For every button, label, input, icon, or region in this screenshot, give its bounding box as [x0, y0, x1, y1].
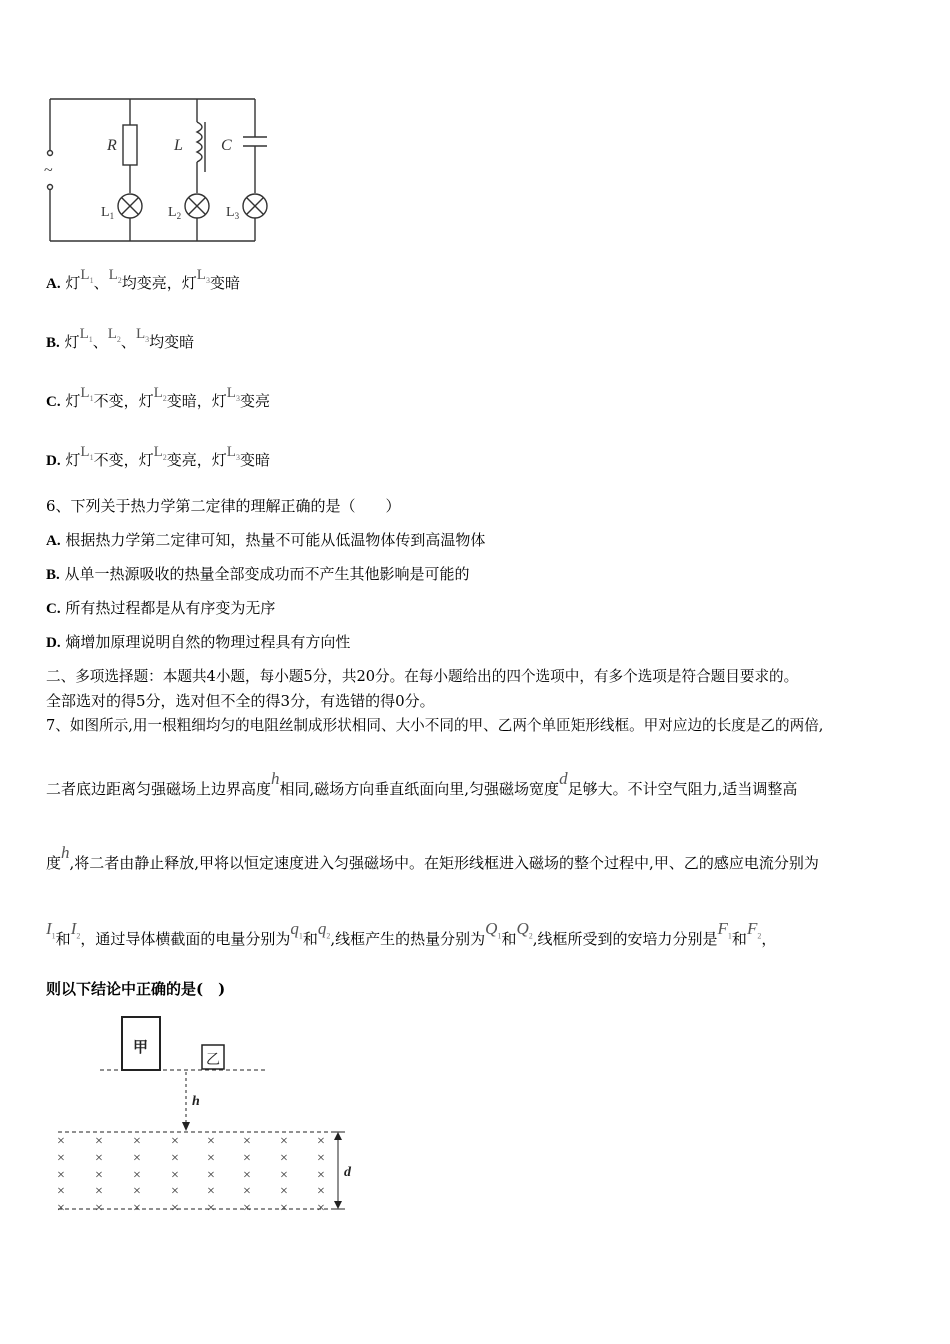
section2-line2: 全部选对的得5分，选对但不全的得3分，有选错的得0分。: [46, 692, 435, 710]
q7-line3: 度h,将二者由静止释放,甲将以恒定速度进入匀强磁场中。在矩形线框进入磁场的整个过程中,甲、乙的感应电流分别为: [46, 843, 819, 872]
q7-line1: 7、如图所示,用一根粗细均匀的电阻丝制成形状相同、大小不同的甲、乙两个单匝矩形线框。甲对应边的长度是乙的两倍,: [46, 717, 824, 734]
field-mark: ×: [207, 1168, 215, 1183]
ac-source-symbol: ~: [44, 162, 53, 179]
field-mark: ×: [57, 1168, 65, 1183]
circuit-diagram: [40, 92, 280, 248]
resistor-label: R: [107, 137, 117, 154]
q6-option-b[interactable]: B. 从单一热源吸收的热量全部变成功而不产生其他影响是可能的: [46, 565, 470, 583]
field-mark: ×: [57, 1151, 65, 1166]
field-mark: ×: [171, 1151, 179, 1166]
q6-option-a[interactable]: A. 根据热力学第二定律可知，热量不可能从低温物体传到高温物体: [46, 531, 486, 549]
field-mark: ×: [57, 1184, 65, 1199]
field-mark: ×: [280, 1134, 288, 1149]
field-mark: ×: [133, 1168, 141, 1183]
field-mark: ×: [317, 1151, 325, 1166]
field-mark: ×: [207, 1151, 215, 1166]
field-mark: ×: [95, 1151, 103, 1166]
field-mark: ×: [95, 1134, 103, 1149]
q5-option-b[interactable]: B. 灯$L_1$、$L_2$、$L_3$均变暗: [46, 326, 195, 351]
q7-line5: 则以下结论中正确的是( ): [46, 980, 226, 998]
width-d-label: d: [344, 1165, 351, 1180]
field-mark: ×: [95, 1168, 103, 1183]
field-mark: ×: [171, 1134, 179, 1149]
frame-jia-label: 甲: [133, 1040, 149, 1056]
field-mark: ×: [95, 1201, 103, 1216]
symbol-h-2: h: [61, 843, 70, 862]
field-mark: ×: [280, 1168, 288, 1183]
field-mark: ×: [317, 1168, 325, 1183]
field-marks: [57, 1134, 325, 1216]
field-mark: ×: [95, 1184, 103, 1199]
field-mark: ×: [171, 1168, 179, 1183]
field-mark: ×: [243, 1134, 251, 1149]
field-mark: ×: [243, 1151, 251, 1166]
capacitor-label: C: [221, 137, 232, 154]
field-mark: ×: [57, 1134, 65, 1149]
inductor-label: L: [174, 137, 183, 154]
field-mark: ×: [280, 1151, 288, 1166]
field-mark: ×: [133, 1134, 141, 1149]
q6-option-d[interactable]: D. 熵增加原理说明自然的物理过程具有方向性: [46, 633, 351, 651]
field-mark: ×: [207, 1201, 215, 1216]
lamp2-label: L: [168, 205, 177, 220]
field-mark: ×: [133, 1151, 141, 1166]
svg-text:L1: [101, 205, 114, 221]
field-mark: ×: [207, 1184, 215, 1199]
lamp1-sub: 1: [109, 211, 115, 221]
q7-line4: $I_1$和$I_2$，通过导体横截面的电量分别为$q_1$和$q_2$,线框产生的热量分别为$Q_1$和$Q_2$,线框所受到的安培力分别是$F_1$和$F_2$，: [46, 919, 777, 948]
section2-line1: 二、多项选择题：本题共4小题，每小题5分，共20分。在每小题给出的四个选项中，有多个选项是符合题目要求的。: [46, 668, 799, 685]
height-h-label: h: [192, 1094, 200, 1109]
field-mark: ×: [317, 1201, 325, 1216]
svg-text:L3: [226, 205, 240, 221]
q6-stem: 6、下列关于热力学第二定律的理解正确的是（ ）: [46, 497, 401, 515]
field-mark: ×: [133, 1184, 141, 1199]
q5-option-d[interactable]: D. 灯$L_1$不变，灯$L_2$变亮，灯$L_3$变暗: [46, 444, 270, 469]
q5-option-c[interactable]: C. 灯$L_1$不变，灯$L_2$变暗，灯$L_3$变亮: [46, 385, 270, 410]
q5-option-a[interactable]: A. 灯$L_1$、$L_2$均变亮，灯$L_3$变暗: [46, 267, 240, 292]
field-mark: ×: [57, 1201, 65, 1216]
field-mark: ×: [280, 1184, 288, 1199]
frame-yi-label: 乙: [206, 1053, 220, 1068]
field-mark: ×: [243, 1168, 251, 1183]
field-mark: ×: [207, 1134, 215, 1149]
field-mark: ×: [317, 1134, 325, 1149]
symbol-h: h: [271, 769, 280, 788]
lamp3-label: L: [226, 205, 235, 220]
svg-text:L2: [168, 205, 181, 221]
lamp2-sub: 2: [176, 211, 182, 221]
symbol-d: d: [559, 769, 568, 788]
q7-line2: 二者底边距离匀强磁场上边界高度h相同,磁场方向垂直纸面向里,匀强磁场宽度d足够大。不计空气阻力,适当调整高: [46, 769, 798, 798]
lamp3-sub: 3: [234, 211, 240, 221]
q6-option-c[interactable]: C. 所有热过程都是从有序变为无序: [46, 599, 276, 617]
field-mark: ×: [280, 1201, 288, 1216]
lamp1-label: L: [101, 205, 110, 220]
field-mark: ×: [171, 1201, 179, 1216]
field-mark: ×: [317, 1184, 325, 1199]
field-mark: ×: [171, 1184, 179, 1199]
field-mark: ×: [243, 1184, 251, 1199]
field-mark: ×: [243, 1201, 251, 1216]
magnetic-field-figure: [50, 1010, 360, 1220]
field-mark: ×: [133, 1201, 141, 1216]
